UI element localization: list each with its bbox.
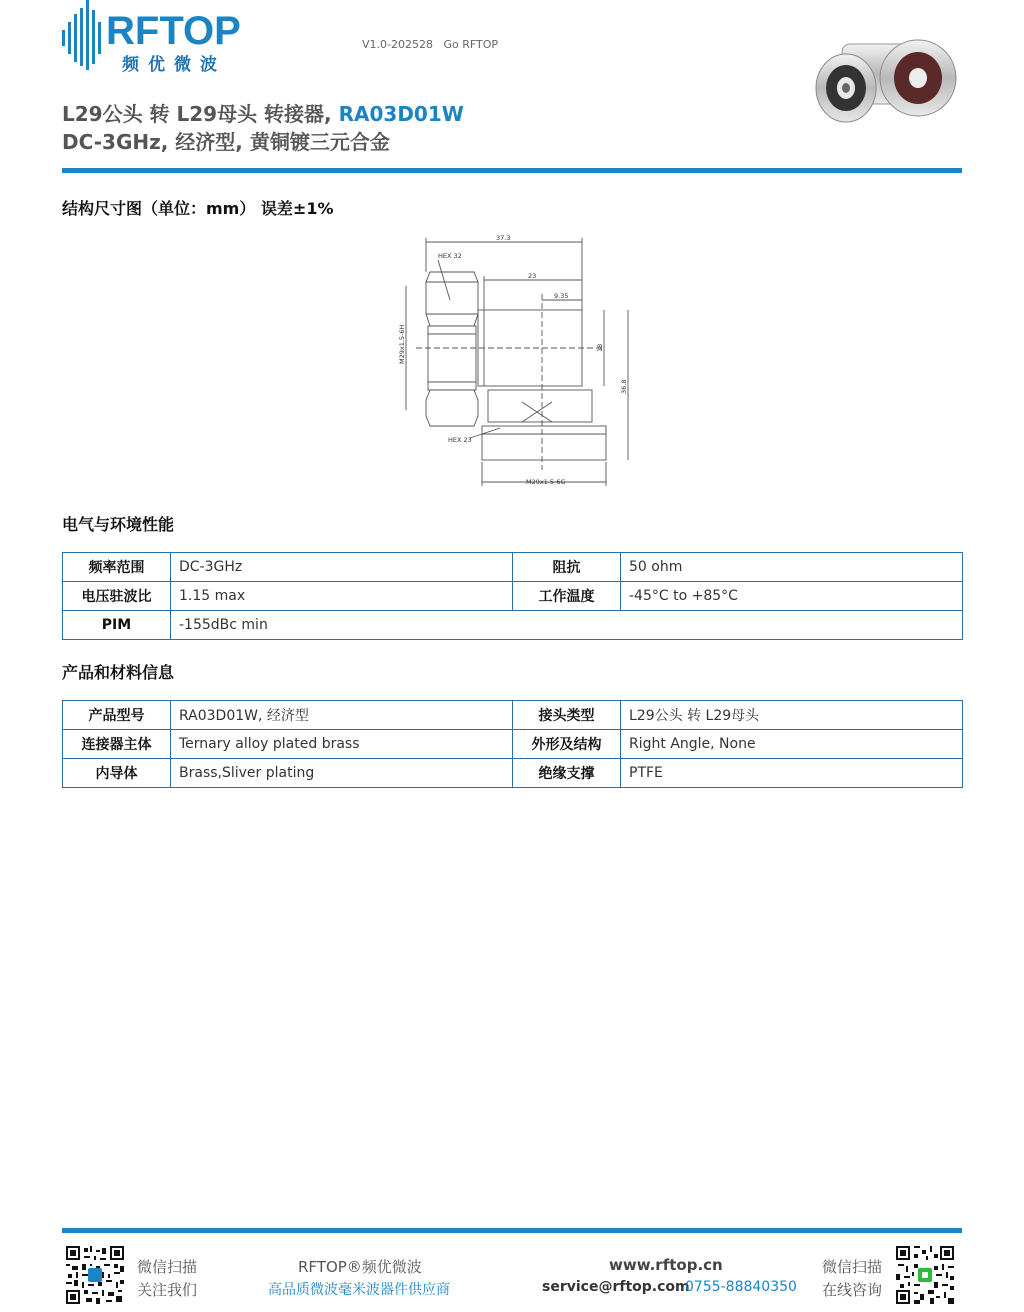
dim-height: 36.8 xyxy=(620,379,628,394)
spec-label: 工作温度 xyxy=(513,582,621,611)
dimension-drawing xyxy=(392,230,642,492)
table-row xyxy=(63,611,963,640)
spec-value: -45°C to +85°C xyxy=(621,582,963,611)
spec-value: Right Angle, None xyxy=(621,730,963,759)
footer-website-link[interactable]: www.rftop.cn xyxy=(609,1256,723,1274)
header-divider xyxy=(62,168,962,173)
spec-label: 产品型号 xyxy=(63,701,171,730)
part-number: RA03D01W xyxy=(338,102,464,126)
footer-divider xyxy=(62,1228,962,1233)
drawing-section-title: 结构尺寸图（单位：mm） 误差±1% xyxy=(62,199,334,218)
spec-label: 阻抗 xyxy=(513,553,621,582)
spec-value: Brass,Sliver plating xyxy=(171,759,513,788)
spec-value: PTFE xyxy=(621,759,963,788)
qr-code-icon[interactable] xyxy=(896,1246,954,1304)
table-row xyxy=(63,582,963,611)
spec-label: 连接器主体 xyxy=(63,730,171,759)
spec-label: 外形及结构 xyxy=(513,730,621,759)
footer-slogan: 高品质微波毫米波器件供应商 xyxy=(268,1282,450,1298)
thread-bottom-label: M29x1.5-6G xyxy=(526,478,566,486)
hex-bottom-label: HEX 23 xyxy=(448,436,472,444)
title-text: L29公头 转 L29母头 转接器, xyxy=(62,102,339,126)
table-row xyxy=(63,553,963,582)
spec-label: 绝缘支撑 xyxy=(513,759,621,788)
footer-phone: 0755-88840350 xyxy=(685,1279,797,1295)
footer-wechat-scan: 微信扫描 xyxy=(137,1258,198,1276)
table-row xyxy=(63,759,963,788)
spec-value: 1.15 max xyxy=(171,582,513,611)
footer-wechat-scan-2: 微信扫描 xyxy=(822,1258,883,1276)
spec-value: L29公头 转 L29母头 xyxy=(621,701,963,730)
product-title-line2: DC-3GHz, 经济型, 黄铜镀三元合金 xyxy=(62,130,390,154)
footer-follow-us: 关注我们 xyxy=(137,1281,198,1299)
footer-brand: RFTOP®频优微波 xyxy=(298,1258,422,1276)
spec-label: 内导体 xyxy=(63,759,171,788)
table-row xyxy=(63,730,963,759)
electrical-section-title: 电气与环境性能 xyxy=(62,515,175,534)
spec-label: 频率范围 xyxy=(63,553,171,582)
product-title-line1 xyxy=(62,98,464,127)
dim-offset: 9.35 xyxy=(554,292,569,300)
thread-left-label: M29x1.5-6H xyxy=(398,324,406,364)
footer-online-consult: 在线咨询 xyxy=(822,1281,883,1299)
logo-chinese-text: 频优微波 xyxy=(122,55,226,75)
svg-text:RFTOP: RFTOP xyxy=(106,9,241,53)
spec-value: -155dBc min xyxy=(171,611,963,640)
spec-label: 接头类型 xyxy=(513,701,621,730)
material-section-title: 产品和材料信息 xyxy=(62,663,175,682)
hex-top-label: HEX 32 xyxy=(438,252,462,260)
dim-body-length: 23 xyxy=(528,272,537,280)
right-angle-connector-photo xyxy=(806,34,962,130)
footer-email-link[interactable]: service@rftop.com xyxy=(542,1279,690,1295)
spec-value: 50 ohm xyxy=(621,553,963,582)
table-row xyxy=(63,701,963,730)
spec-value: DC-3GHz xyxy=(171,553,513,582)
material-spec-table xyxy=(62,700,963,788)
dim-body-dia: 18 xyxy=(596,343,604,352)
spec-value: RA03D01W, 经济型 xyxy=(171,701,513,730)
qr-code-icon[interactable] xyxy=(66,1246,124,1304)
spec-value: Ternary alloy plated brass xyxy=(171,730,513,759)
spec-label: 电压驻波比 xyxy=(63,582,171,611)
version-label: V1.0-202528 Go RFTOP xyxy=(362,38,499,51)
dim-overall-length: 37.3 xyxy=(496,234,511,242)
electrical-spec-table xyxy=(62,552,963,640)
spec-label: PIM xyxy=(63,611,171,640)
